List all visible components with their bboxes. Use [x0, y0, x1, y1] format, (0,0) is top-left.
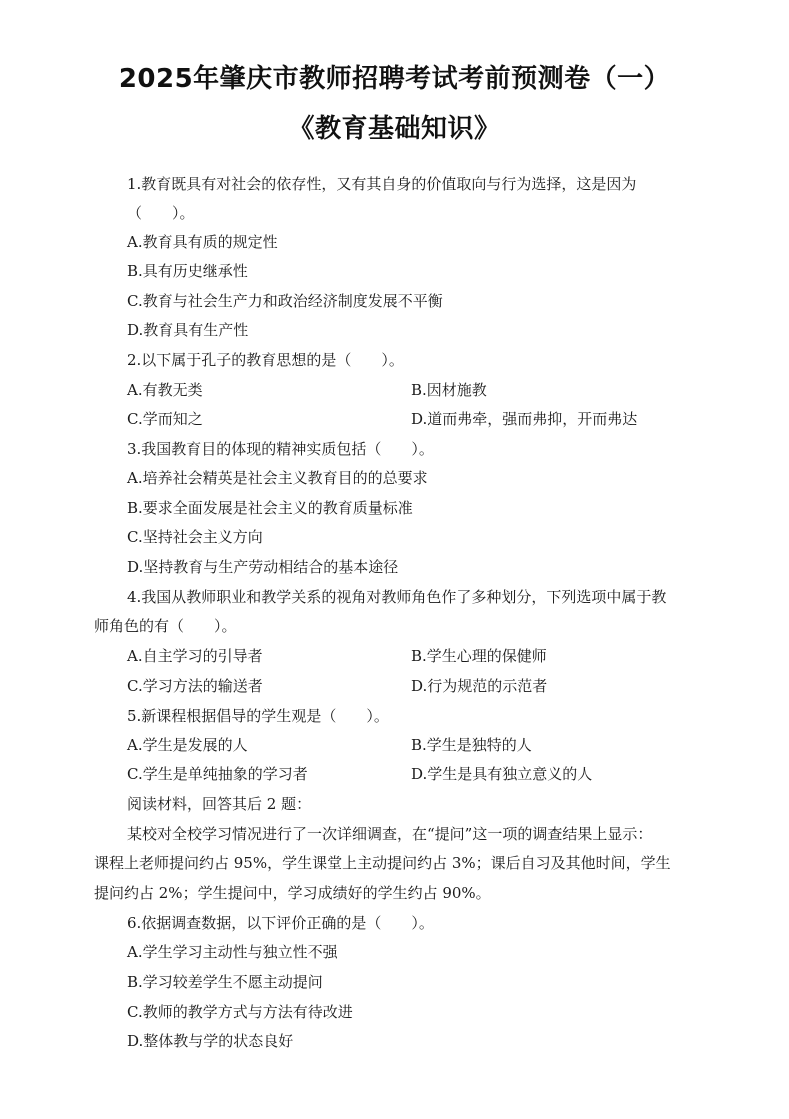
question-5-stem: 5.新课程根据倡导的学生观是（ ）。	[127, 707, 389, 725]
material-paragraph-line2: 课程上老师提问约占 95%，学生课堂上主动提问约占 3%；课后自习及其他时间，学生	[94, 854, 671, 872]
question-1-option-b: B.具有历史继承性	[127, 262, 248, 280]
question-2-option-b: B.因材施教	[411, 381, 487, 399]
question-4-stem-line1: 4.我国从教师职业和教学关系的视角对教师角色作了多种划分，下列选项中属于教	[127, 588, 667, 606]
question-6-option-a: A.学生学习主动性与独立性不强	[127, 943, 338, 961]
question-1-stem-line2: （ ）。	[127, 204, 195, 222]
question-6-stem: 6.依据调查数据，以下评价正确的是（ ）。	[127, 914, 434, 932]
question-2-stem: 2.以下属于孔子的教育思想的是（ ）。	[127, 351, 404, 369]
question-5-option-b: B.学生是独特的人	[411, 736, 532, 754]
question-1-stem-line1: 1.教育既具有对社会的依存性，又有其自身的价值取向与行为选择，这是因为	[127, 175, 637, 193]
document-subtitle: 《教育基础知识》	[288, 114, 501, 144]
question-5-option-c: C.学生是单纯抽象的学习者	[127, 765, 308, 783]
document-title: 2025年肇庆市教师招聘考试考前预测卷（一）	[118, 64, 671, 94]
question-2-option-c: C.学而知之	[127, 410, 203, 428]
question-3-option-c: C.坚持社会主义方向	[127, 528, 263, 546]
material-intro: 阅读材料，回答其后 2 题：	[127, 795, 312, 813]
question-6-option-c: C.教师的教学方式与方法有待改进	[127, 1003, 353, 1021]
question-4-option-c: C.学习方法的输送者	[127, 677, 263, 695]
question-5-option-d: D.学生是具有独立意义的人	[411, 765, 593, 783]
question-1-option-a: A.教育具有质的规定性	[127, 233, 278, 251]
material-paragraph-line1: 某校对全校学习情况进行了一次详细调查，在“提问”这一项的调查结果上显示：	[127, 825, 653, 843]
question-2-option-d: D.道而弗牵，强而弗抑，开而弗达	[411, 410, 638, 428]
question-1-option-d: D.教育具有生产性	[127, 321, 249, 339]
material-paragraph-line3: 提问约占 2%；学生提问中，学习成绩好的学生约占 90%。	[94, 884, 491, 902]
question-3-option-a: A.培养社会精英是社会主义教育目的的总要求	[127, 469, 428, 487]
question-3-option-b: B.要求全面发展是社会主义的教育质量标准	[127, 499, 413, 517]
question-3-option-d: D.坚持教育与生产劳动相结合的基本途径	[127, 558, 399, 576]
question-6-option-d: D.整体教与学的状态良好	[127, 1032, 294, 1050]
question-4-option-b: B.学生心理的保健师	[411, 647, 547, 665]
question-5-option-a: A.学生是发展的人	[127, 736, 248, 754]
question-6-option-b: B.学习较差学生不愿主动提问	[127, 973, 323, 991]
question-3-stem: 3.我国教育目的体现的精神实质包括（ ）。	[127, 440, 434, 458]
question-4-option-d: D.行为规范的示范者	[411, 677, 548, 695]
question-4-option-a: A.自主学习的引导者	[127, 647, 263, 665]
question-4-stem-line2: 师角色的有（ ）。	[94, 617, 237, 635]
question-2-option-a: A.有教无类	[127, 381, 203, 399]
question-1-option-c: C.教育与社会生产力和政治经济制度发展不平衡	[127, 292, 443, 310]
